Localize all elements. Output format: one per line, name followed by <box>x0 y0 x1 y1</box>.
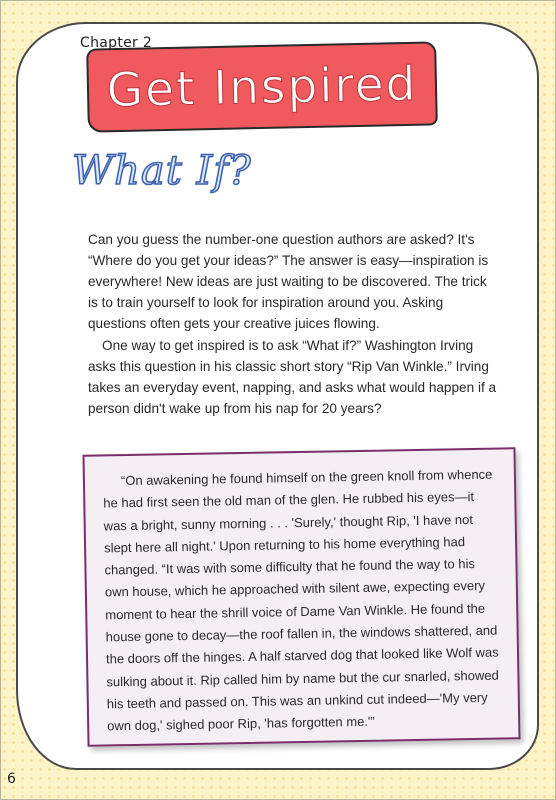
title-banner <box>86 41 438 132</box>
section-heading: What If? <box>72 148 252 194</box>
body-paragraph-1: Can you guess the number-one question authors are asked? It's “Where do you get your ideas?” The answer is easy—inspiration is everywhere! New ideas are just waiting to be discovered. The trick is to train yourself to look for inspiration around you. Asking questions often gets your creative juices flowing. <box>88 232 489 331</box>
quote-box <box>82 447 520 747</box>
quote-text: “On awakening he found himself on the green knoll from whence he had first seen the old man of the glen. He rubbed his eyes—it was a bright, sunny morning . . . 'Surely,' thought Rip, 'I have not slept here all night.' Upon returning to his home everything had changed. “It was with some difficulty that he found the way to his own house, which he approached with silent awe, expecting every moment to hear the shrill voice of Dame Van Winkle. He found the house gone to decay—the roof fallen in, the windows shattered, and the doors off the hinges. A half starved dog that looked like Wolf was sulking about it. Rip called him by name but the cur snarled, showed his teeth and passed on. This was an unkind cut indeed—'My very own dog,' sighed poor Rip, 'has forgotten me.'” <box>103 466 499 734</box>
page-number: 6 <box>7 771 16 787</box>
chapter-label: Chapter 2 <box>80 35 153 51</box>
body-paragraph-2: One way to get inspired is to ask “What if?” Washington Irving asks this question in his classic short story “Rip Van Winkle.” Irving takes an everyday event, napping, and asks what would happen if a person didn't wake up from his nap for 20 years? <box>88 338 497 416</box>
chapter-title: Get Inspired <box>106 56 418 118</box>
